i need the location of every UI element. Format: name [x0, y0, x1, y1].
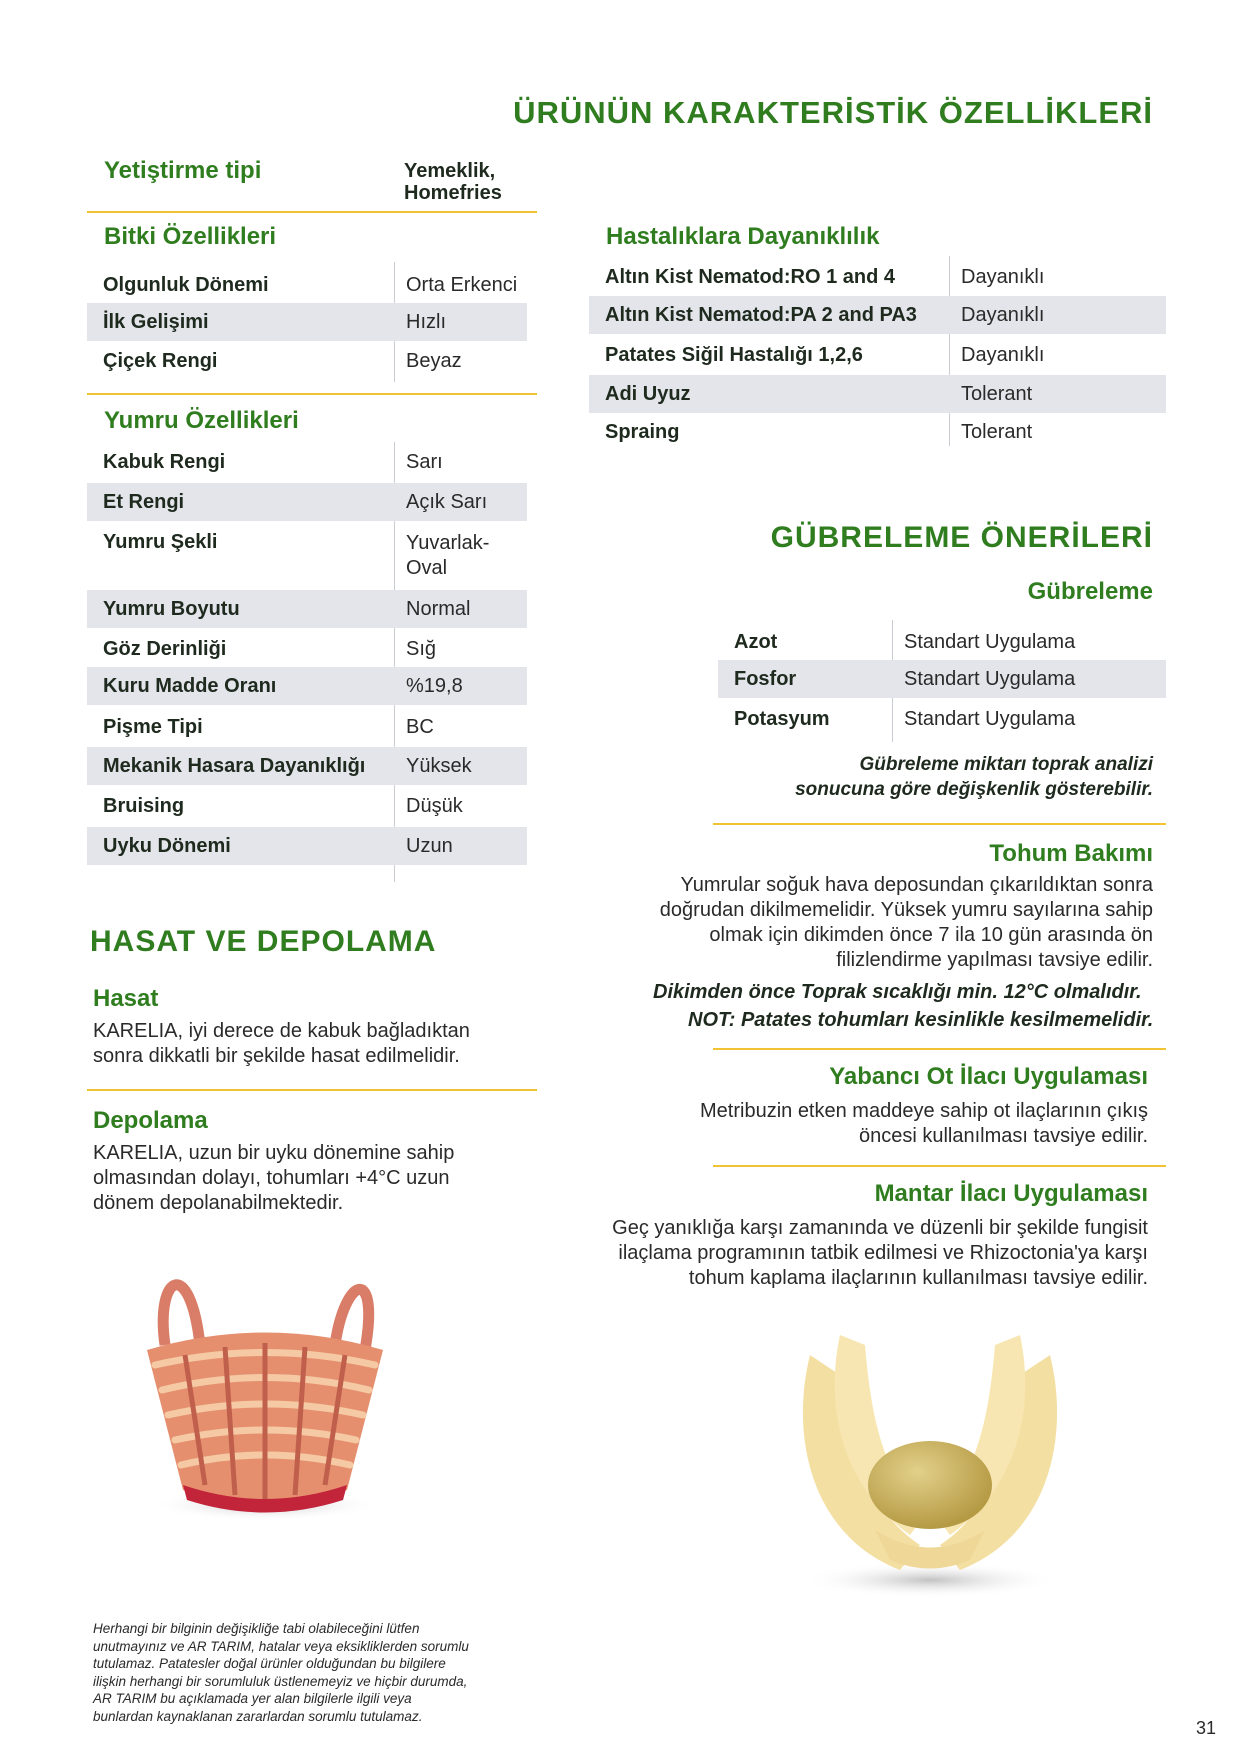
row-label: Kuru Madde Oranı — [103, 674, 277, 697]
row-label: Olgunluk Dönemi — [103, 273, 269, 296]
row-value: Yüksek — [406, 754, 472, 777]
row-value: Tolerant — [961, 382, 1033, 405]
page-title: ÜRÜNÜN KARAKTERİSTİK ÖZELLİKLERİ — [513, 95, 1153, 130]
table-row — [718, 660, 1166, 698]
row-label: İlk Gelişimi — [103, 310, 209, 333]
table-row — [87, 443, 527, 481]
divider — [87, 1089, 537, 1091]
row-label: Göz Derinliği — [103, 637, 227, 660]
row-value: %19,8 — [406, 674, 463, 697]
depolama-text: KARELIA, uzun bir uyku dönemine sahip olmasından dolayı, tohumları +4°C uzun dönem depolanabilmektedir. — [93, 1142, 455, 1214]
gubreleme-note: Gübreleme miktarı toprak analizi sonucuna göre değişkenlik gösterebilir. — [795, 754, 1153, 800]
table-row — [589, 336, 1166, 374]
row-value: Standart Uygulama — [904, 667, 1076, 690]
tohum-text: Yumrular soğuk hava deposundan çıkarıldıktan sonra doğrudan dikilmemelidir. Yüksek yumru sayılarına sahip olmak için dikimden önce 7 ila 10 gün arasında ön filizlendirme yapılması tavsiye edilir. — [659, 874, 1153, 971]
table-row — [718, 623, 1166, 661]
divider — [87, 211, 537, 213]
potato-basket-image — [135, 1245, 395, 1525]
table-row — [87, 630, 527, 668]
table-row — [87, 523, 527, 585]
mantar-title: Mantar İlacı Uygulaması — [874, 1180, 1148, 1207]
row-value: Beyaz — [406, 349, 462, 372]
potato-hands-image — [780, 1315, 1080, 1605]
row-value: Normal — [406, 597, 471, 620]
table-row — [589, 375, 1166, 413]
row-value: Sığ — [406, 637, 437, 660]
yabanci-text: Metribuzin etken maddeye sahip ot ilaçlarının çıkış öncesi kullanılması tavsiye edilir. — [700, 1100, 1148, 1147]
table-row — [718, 700, 1166, 738]
row-value: Dayanıklı — [961, 343, 1045, 366]
row-label: Yumru Boyutu — [103, 597, 240, 620]
table-row — [589, 258, 1166, 296]
row-value: Açık Sarı — [406, 490, 488, 513]
row-label: Altın Kist Nematod:RO 1 and 4 — [605, 265, 896, 288]
row-value: Düşük — [406, 794, 463, 817]
row-label: Potasyum — [734, 707, 830, 730]
gubreleme-title: GÜBRELEME ÖNERİLERİ — [770, 521, 1153, 554]
hasat-text: KARELIA, iyi derece de kabuk bağladıktan sonra dikkatli bir şekilde hasat edilmelidir. — [93, 1020, 470, 1067]
table-row — [87, 747, 527, 785]
table-row — [589, 296, 1166, 334]
bitki-title: Bitki Özellikleri — [104, 223, 277, 250]
row-label: Et Rengi — [103, 490, 185, 513]
yetistirme-value: Yemeklik, Homefries — [404, 160, 502, 204]
yetistirme-label: Yetiştirme tipi — [104, 157, 262, 184]
row-label: Bruising — [103, 794, 185, 817]
divider — [713, 1048, 1166, 1050]
table-row — [87, 266, 527, 304]
tohum-title: Tohum Bakımı — [989, 840, 1153, 867]
mantar-text: Geç yanıklığa karşı zamanında ve düzenli bir şekilde fungisit ilaçlama programının tatbik edilmesi ve Rhizoctonia'ya karşı tohum kaplama ilaçlarının kullanılması tavsiye edilir. — [612, 1217, 1148, 1289]
row-value: Hızlı — [406, 310, 446, 333]
page-number: 31 — [1196, 1718, 1217, 1738]
row-value: Orta Erkenci — [406, 273, 518, 296]
row-label: Çiçek Rengi — [103, 349, 218, 372]
divider — [713, 1165, 1166, 1167]
row-value: Dayanıklı — [961, 303, 1045, 326]
row-value: Standart Uygulama — [904, 630, 1076, 653]
hasat-title: Hasat — [93, 985, 159, 1012]
row-value: Yuvarlak-Oval — [406, 532, 490, 579]
row-label: Azot — [734, 630, 778, 653]
row-label: Mekanik Hasara Dayanıklığı — [103, 754, 366, 777]
divider — [87, 393, 537, 395]
hasat-depolama-title: HASAT VE DEPOLAMA — [90, 925, 437, 958]
row-label: Kabuk Rengi — [103, 450, 226, 473]
row-value: BC — [406, 715, 434, 738]
row-value: Standart Uygulama — [904, 707, 1076, 730]
row-label: Altın Kist Nematod:PA 2 and PA3 — [605, 303, 917, 326]
row-value: Tolerant — [961, 420, 1033, 443]
hastalik-title: Hastalıklara Dayanıklılık — [606, 223, 880, 250]
table-row — [87, 303, 527, 341]
tohum-note-1: Dikimden önce Toprak sıcaklığı min. 12°C olmalıdır. — [653, 981, 1142, 1003]
row-label: Fosfor — [734, 667, 797, 690]
table-row — [589, 413, 1166, 451]
yabanci-title: Yabancı Ot İlacı Uygulaması — [829, 1063, 1148, 1090]
gubreleme-subtitle: Gübreleme — [1027, 578, 1153, 605]
tohum-note-2: NOT: Patates tohumları kesinlikle kesilmemelidir. — [688, 1009, 1154, 1031]
row-value: Dayanıklı — [961, 265, 1045, 288]
table-row — [87, 827, 527, 865]
table-row — [87, 483, 527, 521]
row-label: Adi Uyuz — [605, 382, 691, 405]
row-label: Patates Siğil Hastalığı 1,2,6 — [605, 343, 863, 366]
row-value: Sarı — [406, 450, 443, 473]
divider — [713, 823, 1166, 825]
row-label: Yumru Şekli — [103, 531, 218, 553]
table-row — [87, 590, 527, 628]
row-label: Pişme Tipi — [103, 715, 203, 738]
table-row — [87, 708, 527, 746]
depolama-title: Depolama — [93, 1107, 208, 1134]
table-row — [87, 667, 527, 705]
row-label: Uyku Dönemi — [103, 834, 231, 857]
yumru-title: Yumru Özellikleri — [104, 407, 299, 434]
row-value: Uzun — [406, 834, 453, 857]
disclaimer: Herhangi bir bilginin değişikliğe tabi olabileceğini lütfen unutmayınız ve AR TARIM, hatalar veya eksikliklerden sorumlu tutulamaz. Patatesler doğal ürünler olduğundan bu bilgilere ilişkin herhangi bir sorumluluk üstlenemeyiz ve hiçbir durumda, AR TARIM bu açıklamada yer alan bilgilerle ilgili veya bunlardan kaynaklanan zararlardan sorumlu tutulamaz. — [93, 1621, 469, 1724]
table-row — [87, 342, 527, 380]
table-row — [87, 787, 527, 825]
row-label: Spraing — [605, 420, 680, 443]
